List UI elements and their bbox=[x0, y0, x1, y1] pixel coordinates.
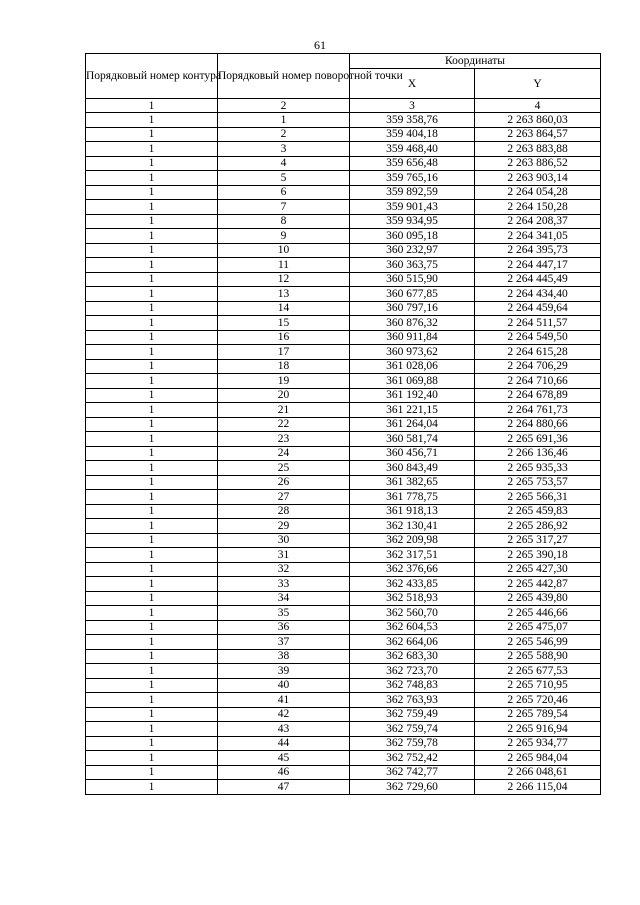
table-row bbox=[86, 635, 601, 650]
cell-contour-number: 1 bbox=[86, 229, 218, 244]
table-row bbox=[86, 780, 601, 795]
table-row bbox=[86, 620, 601, 635]
cell-point-number: 9 bbox=[218, 229, 350, 244]
cell-point-number: 38 bbox=[218, 649, 350, 664]
cell-contour-number: 1 bbox=[86, 258, 218, 273]
table-row bbox=[86, 736, 601, 751]
table-row bbox=[86, 606, 601, 621]
table-row bbox=[86, 330, 601, 345]
cell-contour-number: 1 bbox=[86, 127, 218, 142]
cell-x: 361 264,04 bbox=[350, 417, 475, 432]
table-row bbox=[86, 432, 601, 447]
table-row bbox=[86, 664, 601, 679]
cell-x: 359 656,48 bbox=[350, 156, 475, 171]
cell-point-number: 19 bbox=[218, 374, 350, 389]
cell-x: 360 095,18 bbox=[350, 229, 475, 244]
cell-point-number: 14 bbox=[218, 301, 350, 316]
cell-x: 360 843,49 bbox=[350, 461, 475, 476]
cell-contour-number: 1 bbox=[86, 156, 218, 171]
cell-contour-number: 1 bbox=[86, 475, 218, 490]
table-row bbox=[86, 345, 601, 360]
cell-x: 362 560,70 bbox=[350, 606, 475, 621]
cell-y: 2 265 446,66 bbox=[475, 606, 601, 621]
cell-contour-number: 1 bbox=[86, 200, 218, 215]
cell-x: 361 382,65 bbox=[350, 475, 475, 490]
coordinates-table bbox=[85, 53, 601, 795]
cell-y: 2 263 886,52 bbox=[475, 156, 601, 171]
cell-contour-number: 1 bbox=[86, 664, 218, 679]
table-row bbox=[86, 171, 601, 186]
cell-y: 2 264 615,28 bbox=[475, 345, 601, 360]
cell-contour-number: 1 bbox=[86, 374, 218, 389]
cell-x: 360 876,32 bbox=[350, 316, 475, 331]
cell-y: 2 265 588,90 bbox=[475, 649, 601, 664]
cell-point-number: 45 bbox=[218, 751, 350, 766]
cell-contour-number: 1 bbox=[86, 562, 218, 577]
cell-point-number: 7 bbox=[218, 200, 350, 215]
cell-contour-number: 1 bbox=[86, 272, 218, 287]
cell-y: 2 265 677,53 bbox=[475, 664, 601, 679]
cell-contour-number: 1 bbox=[86, 504, 218, 519]
cell-x: 359 404,18 bbox=[350, 127, 475, 142]
header-x: X bbox=[350, 69, 475, 99]
cell-point-number: 16 bbox=[218, 330, 350, 345]
cell-x: 362 752,42 bbox=[350, 751, 475, 766]
table-row bbox=[86, 243, 601, 258]
header-coordinates: Координаты bbox=[350, 54, 601, 69]
cell-contour-number: 1 bbox=[86, 214, 218, 229]
cell-x: 360 581,74 bbox=[350, 432, 475, 447]
table-row bbox=[86, 446, 601, 461]
cell-y: 2 265 753,57 bbox=[475, 475, 601, 490]
cell-point-number: 15 bbox=[218, 316, 350, 331]
cell-x: 362 433,85 bbox=[350, 577, 475, 592]
header-contour-number: Порядковый номер контура bbox=[86, 54, 218, 99]
cell-x: 360 363,75 bbox=[350, 258, 475, 273]
cell-point-number: 27 bbox=[218, 490, 350, 505]
cell-y: 2 265 390,18 bbox=[475, 548, 601, 563]
cell-x: 361 918,13 bbox=[350, 504, 475, 519]
cell-x: 362 130,41 bbox=[350, 519, 475, 534]
table-row bbox=[86, 461, 601, 476]
cell-x: 359 765,16 bbox=[350, 171, 475, 186]
cell-contour-number: 1 bbox=[86, 243, 218, 258]
cell-y: 2 263 864,57 bbox=[475, 127, 601, 142]
cell-y: 2 264 054,28 bbox=[475, 185, 601, 200]
table-row bbox=[86, 765, 601, 780]
cell-x: 361 192,40 bbox=[350, 388, 475, 403]
cell-contour-number: 1 bbox=[86, 649, 218, 664]
cell-x: 362 759,78 bbox=[350, 736, 475, 751]
cell-contour-number: 1 bbox=[86, 620, 218, 635]
cell-point-number: 33 bbox=[218, 577, 350, 592]
table-row bbox=[86, 214, 601, 229]
cell-point-number: 11 bbox=[218, 258, 350, 273]
table-row bbox=[86, 127, 601, 142]
table-row bbox=[86, 258, 601, 273]
cell-y: 2 264 678,89 bbox=[475, 388, 601, 403]
cell-contour-number: 1 bbox=[86, 316, 218, 331]
page-number: 61 bbox=[314, 38, 326, 52]
cell-contour-number: 1 bbox=[86, 548, 218, 563]
cell-y: 2 264 445,49 bbox=[475, 272, 601, 287]
cell-point-number: 39 bbox=[218, 664, 350, 679]
cell-contour-number: 1 bbox=[86, 635, 218, 650]
table-row bbox=[86, 388, 601, 403]
table-row bbox=[86, 693, 601, 708]
cell-y: 2 265 710,95 bbox=[475, 678, 601, 693]
cell-contour-number: 1 bbox=[86, 301, 218, 316]
column-index-row bbox=[86, 99, 601, 113]
table-row bbox=[86, 156, 601, 171]
cell-y: 2 265 459,83 bbox=[475, 504, 601, 519]
cell-contour-number: 1 bbox=[86, 707, 218, 722]
cell-contour-number: 1 bbox=[86, 736, 218, 751]
table-row bbox=[86, 417, 601, 432]
cell-x: 362 723,70 bbox=[350, 664, 475, 679]
table-row bbox=[86, 287, 601, 302]
cell-point-number: 12 bbox=[218, 272, 350, 287]
cell-point-number: 17 bbox=[218, 345, 350, 360]
cell-x: 361 778,75 bbox=[350, 490, 475, 505]
column-index-cell: 2 bbox=[218, 99, 350, 113]
cell-x: 359 468,40 bbox=[350, 142, 475, 157]
cell-y: 2 265 720,46 bbox=[475, 693, 601, 708]
cell-x: 360 677,85 bbox=[350, 287, 475, 302]
cell-point-number: 2 bbox=[218, 127, 350, 142]
cell-y: 2 265 317,27 bbox=[475, 533, 601, 548]
cell-y: 2 265 439,80 bbox=[475, 591, 601, 606]
cell-y: 2 264 761,73 bbox=[475, 403, 601, 418]
cell-contour-number: 1 bbox=[86, 113, 218, 128]
cell-y: 2 265 427,30 bbox=[475, 562, 601, 577]
cell-y: 2 265 546,99 bbox=[475, 635, 601, 650]
cell-x: 361 069,88 bbox=[350, 374, 475, 389]
cell-x: 362 376,66 bbox=[350, 562, 475, 577]
column-index-cell: 4 bbox=[475, 99, 601, 113]
cell-contour-number: 1 bbox=[86, 403, 218, 418]
cell-y: 2 265 934,77 bbox=[475, 736, 601, 751]
cell-contour-number: 1 bbox=[86, 533, 218, 548]
table-row bbox=[86, 475, 601, 490]
cell-x: 362 683,30 bbox=[350, 649, 475, 664]
cell-point-number: 46 bbox=[218, 765, 350, 780]
table-row bbox=[86, 533, 601, 548]
cell-point-number: 47 bbox=[218, 780, 350, 795]
table-row bbox=[86, 548, 601, 563]
cell-x: 360 515,90 bbox=[350, 272, 475, 287]
cell-contour-number: 1 bbox=[86, 591, 218, 606]
cell-x: 362 759,49 bbox=[350, 707, 475, 722]
cell-y: 2 264 447,17 bbox=[475, 258, 601, 273]
cell-point-number: 1 bbox=[218, 113, 350, 128]
cell-x: 362 759,74 bbox=[350, 722, 475, 737]
cell-y: 2 264 150,28 bbox=[475, 200, 601, 215]
cell-point-number: 28 bbox=[218, 504, 350, 519]
cell-x: 359 901,43 bbox=[350, 200, 475, 215]
table-row bbox=[86, 649, 601, 664]
cell-contour-number: 1 bbox=[86, 287, 218, 302]
cell-x: 362 518,93 bbox=[350, 591, 475, 606]
cell-contour-number: 1 bbox=[86, 461, 218, 476]
header-y: Y bbox=[475, 69, 601, 99]
table-body bbox=[86, 113, 601, 795]
cell-contour-number: 1 bbox=[86, 780, 218, 795]
cell-x: 361 028,06 bbox=[350, 359, 475, 374]
cell-point-number: 35 bbox=[218, 606, 350, 621]
cell-point-number: 4 bbox=[218, 156, 350, 171]
column-index-cell: 3 bbox=[350, 99, 475, 113]
cell-y: 2 264 208,37 bbox=[475, 214, 601, 229]
cell-contour-number: 1 bbox=[86, 490, 218, 505]
cell-contour-number: 1 bbox=[86, 765, 218, 780]
table-row bbox=[86, 562, 601, 577]
cell-point-number: 32 bbox=[218, 562, 350, 577]
table-row bbox=[86, 113, 601, 128]
cell-y: 2 265 789,54 bbox=[475, 707, 601, 722]
table-row bbox=[86, 272, 601, 287]
cell-y: 2 266 048,61 bbox=[475, 765, 601, 780]
table-row bbox=[86, 185, 601, 200]
cell-contour-number: 1 bbox=[86, 606, 218, 621]
cell-y: 2 264 341,05 bbox=[475, 229, 601, 244]
table-row bbox=[86, 301, 601, 316]
cell-x: 362 742,77 bbox=[350, 765, 475, 780]
cell-contour-number: 1 bbox=[86, 577, 218, 592]
cell-y: 2 263 883,88 bbox=[475, 142, 601, 157]
cell-x: 360 911,84 bbox=[350, 330, 475, 345]
cell-y: 2 265 984,04 bbox=[475, 751, 601, 766]
cell-y: 2 264 880,66 bbox=[475, 417, 601, 432]
cell-point-number: 3 bbox=[218, 142, 350, 157]
table-row bbox=[86, 591, 601, 606]
cell-point-number: 34 bbox=[218, 591, 350, 606]
cell-x: 360 973,62 bbox=[350, 345, 475, 360]
cell-y: 2 265 442,87 bbox=[475, 577, 601, 592]
table-row bbox=[86, 707, 601, 722]
table-row bbox=[86, 229, 601, 244]
cell-y: 2 265 286,92 bbox=[475, 519, 601, 534]
cell-point-number: 30 bbox=[218, 533, 350, 548]
cell-contour-number: 1 bbox=[86, 330, 218, 345]
cell-y: 2 263 903,14 bbox=[475, 171, 601, 186]
cell-point-number: 42 bbox=[218, 707, 350, 722]
cell-contour-number: 1 bbox=[86, 446, 218, 461]
cell-x: 362 604,53 bbox=[350, 620, 475, 635]
cell-x: 361 221,15 bbox=[350, 403, 475, 418]
table-row bbox=[86, 200, 601, 215]
cell-point-number: 18 bbox=[218, 359, 350, 374]
table-row bbox=[86, 504, 601, 519]
cell-point-number: 37 bbox=[218, 635, 350, 650]
table-row bbox=[86, 359, 601, 374]
cell-point-number: 22 bbox=[218, 417, 350, 432]
cell-x: 360 797,16 bbox=[350, 301, 475, 316]
cell-point-number: 44 bbox=[218, 736, 350, 751]
cell-x: 362 729,60 bbox=[350, 780, 475, 795]
cell-contour-number: 1 bbox=[86, 388, 218, 403]
cell-x: 359 892,59 bbox=[350, 185, 475, 200]
cell-point-number: 5 bbox=[218, 171, 350, 186]
cell-contour-number: 1 bbox=[86, 722, 218, 737]
cell-contour-number: 1 bbox=[86, 432, 218, 447]
cell-point-number: 29 bbox=[218, 519, 350, 534]
cell-y: 2 265 475,07 bbox=[475, 620, 601, 635]
cell-y: 2 265 916,94 bbox=[475, 722, 601, 737]
cell-contour-number: 1 bbox=[86, 417, 218, 432]
cell-point-number: 21 bbox=[218, 403, 350, 418]
cell-point-number: 24 bbox=[218, 446, 350, 461]
cell-point-number: 41 bbox=[218, 693, 350, 708]
cell-x: 362 763,93 bbox=[350, 693, 475, 708]
cell-x: 362 209,98 bbox=[350, 533, 475, 548]
table-row bbox=[86, 751, 601, 766]
cell-point-number: 6 bbox=[218, 185, 350, 200]
table-row bbox=[86, 722, 601, 737]
cell-y: 2 263 860,03 bbox=[475, 113, 601, 128]
cell-y: 2 264 710,66 bbox=[475, 374, 601, 389]
cell-contour-number: 1 bbox=[86, 693, 218, 708]
table-row bbox=[86, 490, 601, 505]
cell-point-number: 20 bbox=[218, 388, 350, 403]
table-header bbox=[86, 54, 601, 113]
cell-x: 359 358,76 bbox=[350, 113, 475, 128]
cell-x: 360 232,97 bbox=[350, 243, 475, 258]
cell-point-number: 13 bbox=[218, 287, 350, 302]
table-row bbox=[86, 519, 601, 534]
cell-x: 362 664,06 bbox=[350, 635, 475, 650]
cell-x: 362 748,83 bbox=[350, 678, 475, 693]
cell-contour-number: 1 bbox=[86, 678, 218, 693]
cell-y: 2 266 115,04 bbox=[475, 780, 601, 795]
cell-contour-number: 1 bbox=[86, 171, 218, 186]
cell-x: 359 934,95 bbox=[350, 214, 475, 229]
cell-point-number: 43 bbox=[218, 722, 350, 737]
cell-x: 362 317,51 bbox=[350, 548, 475, 563]
cell-y: 2 264 706,29 bbox=[475, 359, 601, 374]
header-point-number: Порядковый номер поворотной точки bbox=[218, 54, 350, 99]
table-row bbox=[86, 374, 601, 389]
cell-contour-number: 1 bbox=[86, 345, 218, 360]
table-row bbox=[86, 142, 601, 157]
cell-contour-number: 1 bbox=[86, 142, 218, 157]
table-row bbox=[86, 577, 601, 592]
cell-contour-number: 1 bbox=[86, 751, 218, 766]
cell-y: 2 264 459,64 bbox=[475, 301, 601, 316]
column-index-cell: 1 bbox=[86, 99, 218, 113]
cell-x: 360 456,71 bbox=[350, 446, 475, 461]
cell-y: 2 264 395,73 bbox=[475, 243, 601, 258]
cell-point-number: 23 bbox=[218, 432, 350, 447]
cell-y: 2 265 566,31 bbox=[475, 490, 601, 505]
table-row bbox=[86, 678, 601, 693]
cell-contour-number: 1 bbox=[86, 359, 218, 374]
cell-point-number: 25 bbox=[218, 461, 350, 476]
cell-y: 2 265 935,33 bbox=[475, 461, 601, 476]
cell-y: 2 264 511,57 bbox=[475, 316, 601, 331]
cell-y: 2 265 691,36 bbox=[475, 432, 601, 447]
cell-point-number: 10 bbox=[218, 243, 350, 258]
table-row bbox=[86, 316, 601, 331]
cell-contour-number: 1 bbox=[86, 519, 218, 534]
cell-y: 2 264 549,50 bbox=[475, 330, 601, 345]
table-row bbox=[86, 403, 601, 418]
cell-point-number: 26 bbox=[218, 475, 350, 490]
cell-y: 2 266 136,46 bbox=[475, 446, 601, 461]
cell-point-number: 8 bbox=[218, 214, 350, 229]
cell-point-number: 31 bbox=[218, 548, 350, 563]
cell-point-number: 36 bbox=[218, 620, 350, 635]
cell-y: 2 264 434,40 bbox=[475, 287, 601, 302]
cell-point-number: 40 bbox=[218, 678, 350, 693]
cell-contour-number: 1 bbox=[86, 185, 218, 200]
